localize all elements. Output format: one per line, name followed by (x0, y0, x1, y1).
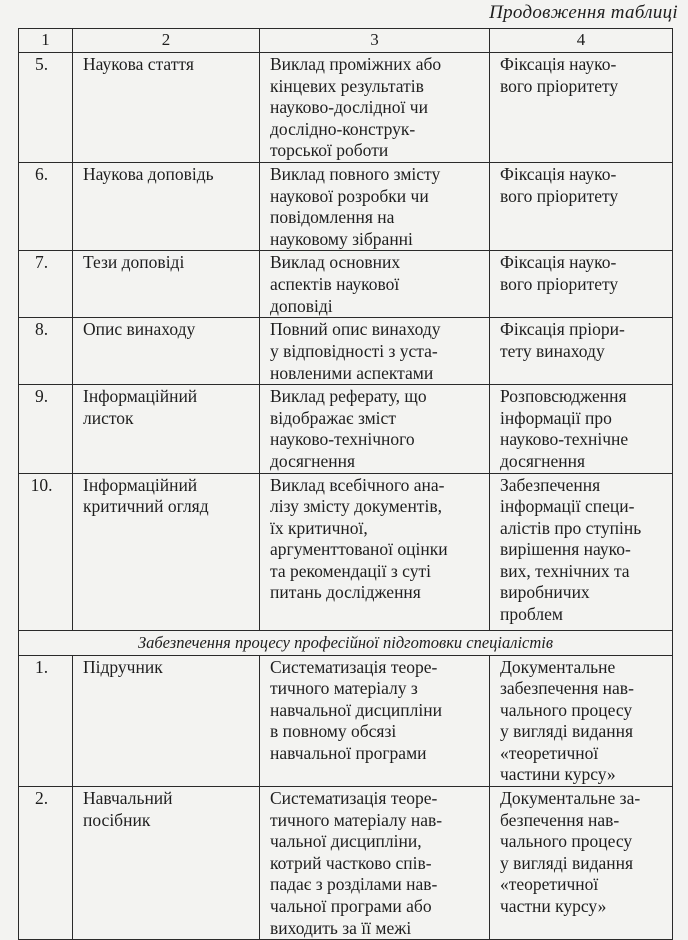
section-title: Забезпечення процесу професійної підготовки спеціалістів (19, 630, 673, 655)
document-content: Виклад проміжних або кінцевих результатів науково-дослідної чи дослідно-конструк- торської роботи (260, 53, 490, 163)
row-number: 5. (19, 53, 73, 163)
document-content: Виклад реферату, що відображає зміст науково-технічного досягнення (260, 385, 490, 473)
row-number: 2. (19, 787, 73, 940)
header-col-1: 1 (19, 29, 73, 53)
document-types-table (18, 28, 673, 940)
table-continuation-caption: Продовження таблиці (489, 2, 678, 23)
document-purpose: Розповсюдження інформації про науково-технічне досягнення (490, 385, 673, 473)
table-row (19, 385, 673, 473)
document-content: Виклад всебічного ана- лізу змісту документів, їх критичної, аргументтованої оцінки та рекомендації з суті питань дослідження (260, 473, 490, 630)
table-row (19, 251, 673, 318)
table-header-row (19, 29, 673, 53)
document-purpose: Фіксація науко- вого пріоритету (490, 162, 673, 250)
document-name: Інформаційний листок (73, 385, 260, 473)
table-row (19, 655, 673, 787)
table-row (19, 318, 673, 385)
row-number: 1. (19, 655, 73, 787)
table-row (19, 162, 673, 250)
document-name: Підручник (73, 655, 260, 787)
row-number: 9. (19, 385, 73, 473)
document-purpose: Фіксація науко- вого пріоритету (490, 53, 673, 163)
document-name: Наукова доповідь (73, 162, 260, 250)
document-purpose: Документальне забезпечення нав- чального процесу у вигляді видання «теоретичної частини курсу» (490, 655, 673, 787)
document-purpose: Фіксація пріори- тету винаходу (490, 318, 673, 385)
table-row (19, 787, 673, 940)
document-content: Виклад повного змісту наукової розробки чи повідомлення на науковому зібранні (260, 162, 490, 250)
document-purpose: Забезпечення інформації специ- алістів про ступінь вирішення науко- вих, технічних та виробничих проблем (490, 473, 673, 630)
document-content: Систематизація теоре- тичного матеріалу нав- чальної дисципліни, котрий частково спів- падає з розділами нав- чальної програми або виходить за її межі (260, 787, 490, 940)
document-content: Систематизація теоре- тичного матеріалу з навчальної дисципліни в повному обсязі навчальної програми (260, 655, 490, 787)
document-content: Виклад основних аспектів наукової доповіді (260, 251, 490, 318)
document-content: Повний опис винаходу у відповідності з уста- новленими аспектами (260, 318, 490, 385)
header-col-3: 3 (260, 29, 490, 53)
table-row (19, 473, 673, 630)
section-row (19, 630, 673, 655)
document-purpose: Фіксація науко- вого пріоритету (490, 251, 673, 318)
document-purpose: Документальне за- безпечення нав- чального процесу у вигляді видання «теоретичної частни курсу» (490, 787, 673, 940)
header-col-4: 4 (490, 29, 673, 53)
table-row (19, 53, 673, 163)
document-name: Наукова стаття (73, 53, 260, 163)
document-name: Опис винаходу (73, 318, 260, 385)
row-number: 8. (19, 318, 73, 385)
row-number: 6. (19, 162, 73, 250)
document-name: Тези доповіді (73, 251, 260, 318)
document-name: Інформаційний критичний огляд (73, 473, 260, 630)
row-number: 10. (19, 473, 73, 630)
document-name: Навчальний посібник (73, 787, 260, 940)
header-col-2: 2 (73, 29, 260, 53)
row-number: 7. (19, 251, 73, 318)
